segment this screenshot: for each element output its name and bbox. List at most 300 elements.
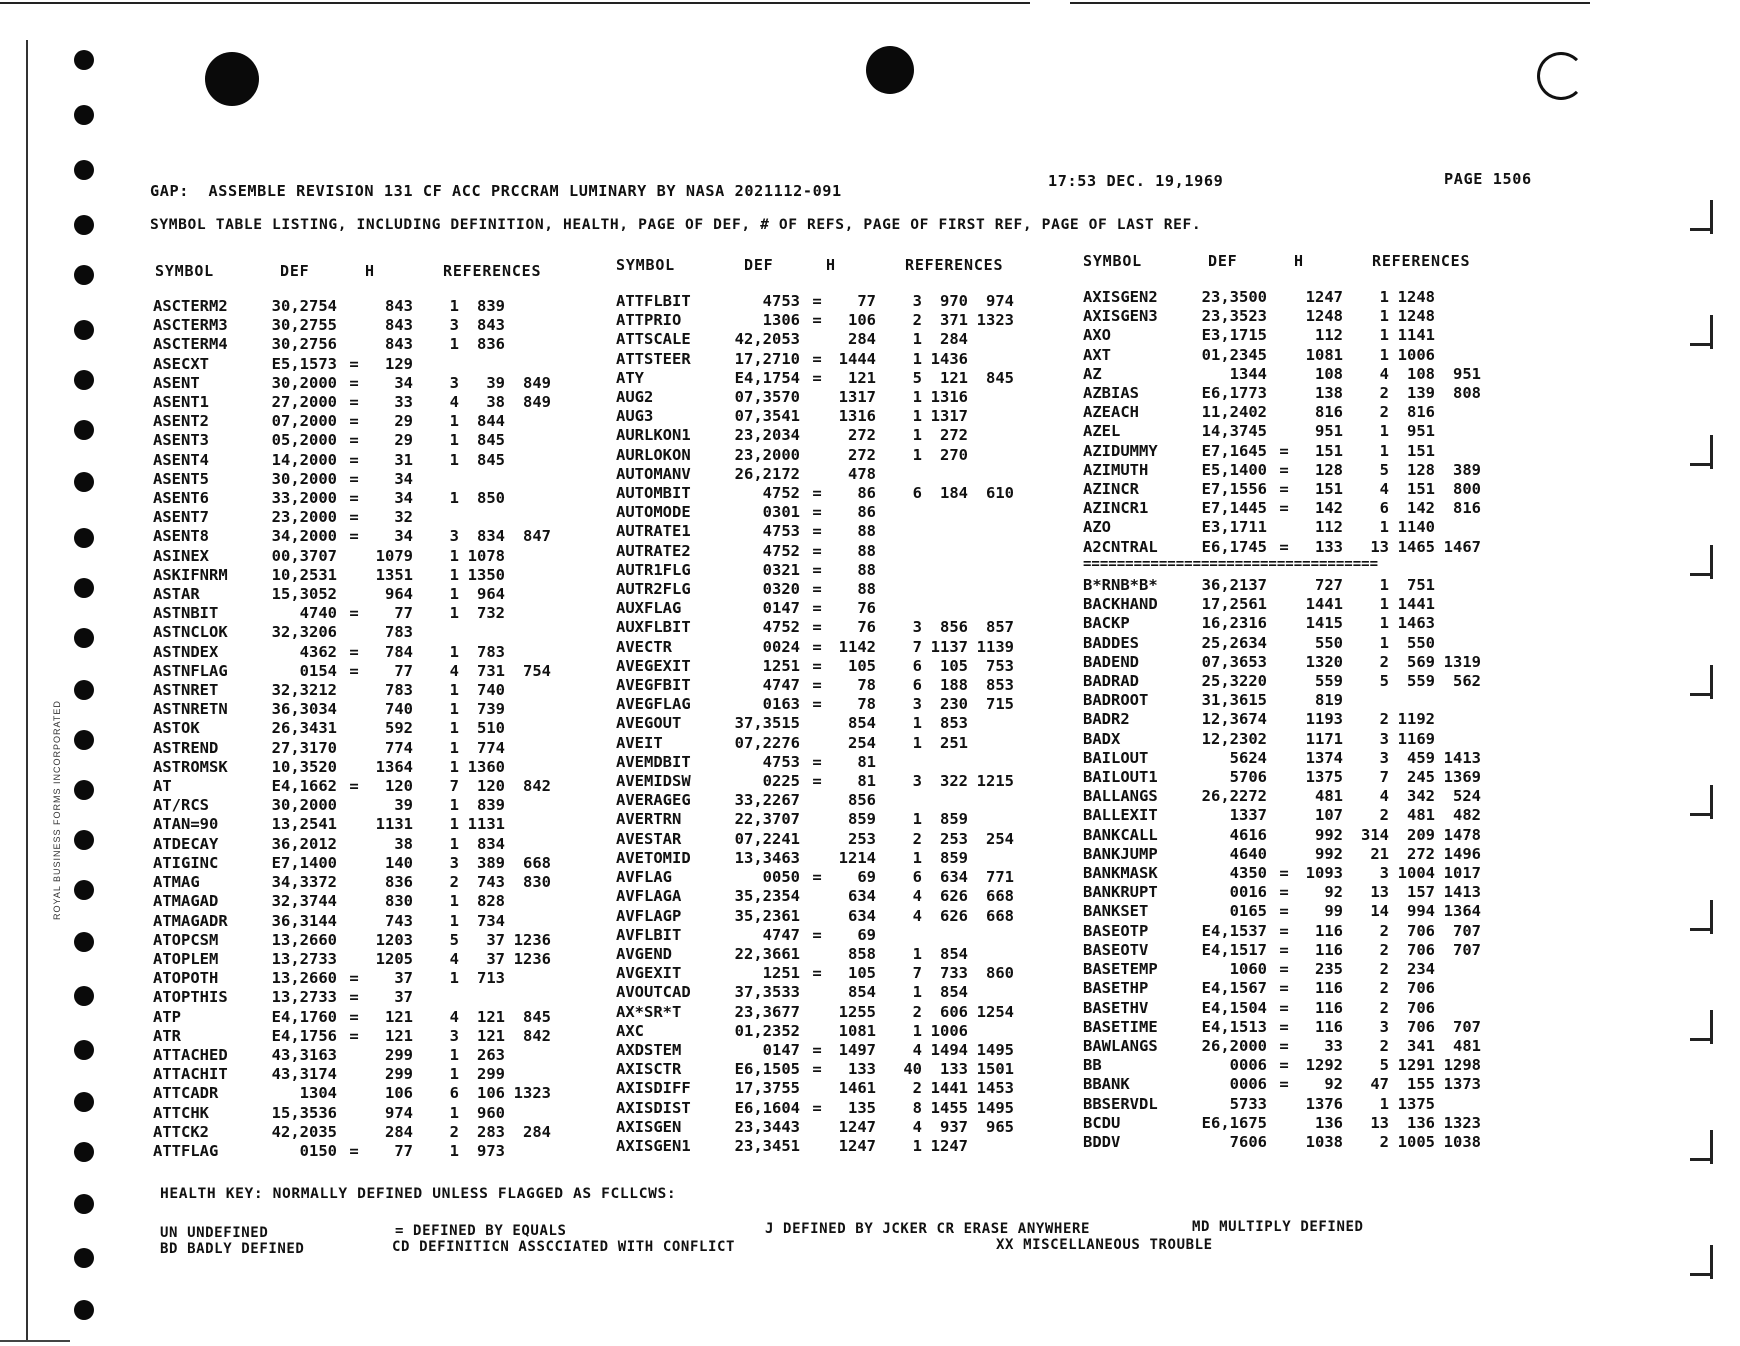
cell-def-page: 272 — [848, 445, 876, 464]
cell-last-ref: 1236 — [513, 949, 551, 968]
cell-last-ref: 707 — [1453, 1017, 1481, 1036]
cell-first-ref: 951 — [1407, 422, 1435, 441]
cell-last-ref: 482 — [1453, 806, 1481, 825]
cell-ref-count — [413, 355, 459, 374]
cell-symbol: ATMAGAD — [153, 892, 219, 911]
table-row — [153, 585, 551, 604]
cell-first-ref: 142 — [1407, 499, 1435, 518]
cell-first-ref: 734 — [477, 911, 505, 930]
cell-last-ref — [505, 431, 551, 450]
cell-definition: 0163 — [762, 695, 800, 714]
cell-definition: 0321 — [762, 560, 800, 579]
cell-ref-count: 1 — [1379, 307, 1389, 326]
cell-def-page: 29 — [394, 412, 413, 431]
cell-last-ref: 1369 — [1443, 768, 1481, 787]
cell-def-page: 77 — [857, 292, 876, 310]
cell-definition: 16,2316 — [1201, 614, 1267, 633]
cell-ref-count: 5 — [1379, 460, 1389, 479]
cell-symbol: ATP — [153, 1007, 181, 1026]
cell-symbol: BANKRUPT — [1083, 883, 1158, 902]
table-row — [153, 950, 551, 969]
cell-def-page: 1441 — [1305, 595, 1343, 614]
cell-last-ref: 845 — [986, 368, 1014, 387]
table-row — [616, 907, 1014, 926]
cell-ref-count: 2 — [1379, 384, 1389, 403]
table-separator: =================================== — [1083, 556, 1379, 572]
cell-symbol: ASCTERM2 — [153, 297, 228, 315]
cell-symbol: AVFLAGA — [616, 887, 682, 906]
cell-first-ref: 184 — [940, 484, 968, 503]
cell-health — [337, 566, 371, 585]
edge-smudge — [1690, 1038, 1712, 1041]
cell-ref-count: 1 — [449, 1141, 459, 1160]
cell-health — [1267, 326, 1301, 345]
cell-health: = — [812, 925, 822, 944]
cell-first-ref — [922, 599, 968, 618]
cell-definition: 42,2053 — [734, 330, 800, 349]
cell-health: = — [349, 469, 359, 488]
cell-def-page: 1292 — [1305, 1056, 1343, 1075]
cell-first-ref: 1131 — [467, 815, 505, 834]
cell-health: = — [1279, 883, 1289, 902]
table-row — [616, 561, 1014, 580]
table-row — [616, 350, 1014, 369]
cell-health — [1267, 1133, 1301, 1152]
cell-symbol: ATOPLEM — [153, 949, 219, 968]
table-row — [1083, 902, 1481, 921]
col2-header-references: REFERENCES — [905, 256, 1004, 274]
cell-definition: 23,2034 — [734, 426, 800, 445]
cell-symbol: BANKJUMP — [1083, 844, 1158, 863]
table-row — [1083, 288, 1481, 307]
cell-symbol: BASETEMP — [1083, 960, 1158, 979]
cell-first-ref: 844 — [477, 412, 505, 431]
cell-health: = — [349, 354, 359, 373]
cell-symbol: AUXFLBIT — [616, 618, 691, 637]
cell-health — [800, 791, 834, 810]
cell-symbol: AVERAGEG — [616, 791, 691, 810]
cell-ref-count: 1 — [449, 1103, 459, 1122]
cell-definition: E3,1715 — [1201, 326, 1267, 345]
cell-last-ref: 481 — [1453, 1036, 1481, 1055]
cell-ref-count: 3 — [912, 695, 922, 714]
cell-first-ref: 1006 — [930, 1021, 968, 1040]
cell-last-ref — [1435, 442, 1481, 461]
tractor-hole — [74, 1040, 94, 1060]
cell-first-ref: 1137 — [930, 637, 968, 656]
cell-last-ref — [1435, 710, 1481, 729]
cell-health — [800, 1003, 834, 1022]
cell-health: = — [812, 868, 822, 887]
cell-symbol: AUTR1FLG — [616, 560, 691, 579]
cell-ref-count: 21 — [1370, 844, 1389, 863]
cell-definition: 34,2000 — [271, 527, 337, 546]
cell-health — [337, 1065, 371, 1084]
table-row — [616, 1041, 1014, 1060]
cell-symbol: BANKMASK — [1083, 864, 1158, 883]
cell-symbol: A2CNTRAL — [1083, 537, 1158, 556]
table-row — [153, 662, 551, 681]
cell-def-page: 1171 — [1305, 729, 1343, 748]
cell-health: = — [349, 527, 359, 546]
cell-symbol: BALLANGS — [1083, 787, 1158, 806]
cell-symbol: ASTAR — [153, 585, 200, 604]
cell-symbol: ASCTERM4 — [153, 335, 228, 354]
table-row — [153, 854, 551, 873]
cell-ref-count: 6 — [912, 868, 922, 887]
cell-last-ref — [968, 753, 1014, 772]
cell-health — [1267, 806, 1301, 825]
cell-last-ref — [1435, 307, 1481, 326]
cell-ref-count: 3 — [1379, 1017, 1389, 1036]
cell-ref-count: 3 — [912, 618, 922, 637]
cell-last-ref — [505, 758, 551, 777]
cell-health: = — [1279, 480, 1289, 499]
cell-definition: 35,2361 — [734, 906, 800, 925]
cell-symbol: AVEGFLAG — [616, 695, 691, 714]
cell-def-page: 974 — [385, 1103, 413, 1122]
cell-last-ref — [505, 700, 551, 719]
cell-health — [337, 1123, 371, 1142]
cell-health — [1267, 365, 1301, 384]
cell-symbol: BASETIME — [1083, 1017, 1158, 1036]
cell-def-page: 88 — [857, 541, 876, 560]
cell-first-ref: 856 — [940, 618, 968, 637]
cell-symbol: BBANK — [1083, 1075, 1130, 1094]
cell-def-page: 1255 — [838, 1002, 876, 1021]
cell-symbol: AVGEND — [616, 944, 672, 963]
cell-definition: 0165 — [1229, 902, 1267, 921]
listing-timestamp: 17:53 DEC. 19,1969 — [1048, 172, 1224, 190]
cell-first-ref: 706 — [1407, 1017, 1435, 1036]
cell-health — [800, 1137, 834, 1156]
cell-health — [337, 854, 371, 873]
cell-ref-count: 1 — [912, 1136, 922, 1155]
cell-definition: 33,2267 — [734, 791, 800, 810]
table-row — [153, 988, 551, 1007]
cell-first-ref: 121 — [477, 1007, 505, 1026]
cell-def-page: 1081 — [838, 1021, 876, 1040]
cell-ref-count: 1 — [449, 489, 459, 508]
cell-symbol: BAILOUT — [1083, 748, 1149, 767]
cell-ref-count: 2 — [449, 873, 459, 892]
cell-first-ref: 39 — [486, 373, 505, 392]
cell-last-ref — [968, 714, 1014, 733]
cell-def-page: 151 — [1315, 480, 1343, 499]
cell-symbol: ATTFLAG — [153, 1141, 219, 1160]
cell-first-ref: 783 — [477, 642, 505, 661]
cell-ref-count — [876, 522, 922, 541]
tractor-hole — [74, 472, 94, 492]
cell-health — [800, 407, 834, 426]
cell-def-page: 121 — [848, 368, 876, 387]
table-row — [1083, 1075, 1481, 1094]
cell-last-ref: 842 — [523, 1026, 551, 1045]
cell-definition: 23,3677 — [734, 1002, 800, 1021]
cell-first-ref: 973 — [477, 1141, 505, 1160]
cell-ref-count — [876, 465, 922, 484]
cell-symbol: B*RNB*B* — [1083, 576, 1158, 595]
binder-hole-left — [205, 52, 259, 106]
cell-ref-count: 6 — [912, 676, 922, 695]
cell-definition: E4,1513 — [1201, 1017, 1267, 1036]
cell-last-ref — [1435, 595, 1481, 614]
cell-health: = — [1279, 921, 1289, 940]
col1-header-symbol: SYMBOL — [155, 262, 214, 280]
cell-first-ref: 859 — [940, 810, 968, 829]
cell-def-page: 253 — [848, 829, 876, 848]
table-row — [153, 969, 551, 988]
cell-def-page: 112 — [1315, 326, 1343, 345]
symbol-table-col3 — [1083, 288, 1481, 1152]
cell-last-ref: 808 — [1453, 384, 1481, 403]
edge-smudge — [1690, 1158, 1712, 1161]
cell-symbol: AVFLAG — [616, 868, 672, 887]
cell-definition: 27,2000 — [271, 393, 337, 412]
cell-health: = — [349, 508, 359, 527]
table-row — [616, 638, 1014, 657]
cell-first-ref: 1375 — [1397, 1094, 1435, 1113]
table-row — [616, 580, 1014, 599]
cell-first-ref: 845 — [477, 431, 505, 450]
cell-last-ref — [968, 330, 1014, 349]
cell-definition: 5706 — [1229, 768, 1267, 787]
cell-ref-count: 1 — [449, 642, 459, 661]
cell-last-ref — [968, 580, 1014, 599]
cell-def-page: 129 — [385, 354, 413, 373]
cell-def-page: 1374 — [1305, 748, 1343, 767]
cell-def-page: 1497 — [838, 1040, 876, 1059]
cell-last-ref: 1453 — [976, 1079, 1014, 1098]
cell-symbol: AXISGEN3 — [1083, 307, 1158, 326]
edge-smudge — [1690, 343, 1712, 346]
cell-first-ref: 713 — [477, 969, 505, 988]
cell-def-page: 854 — [848, 714, 876, 733]
cell-last-ref: 1495 — [976, 1040, 1014, 1059]
cell-definition: 13,2541 — [271, 815, 337, 834]
cell-definition: 11,2402 — [1201, 403, 1267, 422]
cell-definition: 26,2272 — [1201, 787, 1267, 806]
cell-symbol: AURLKON1 — [616, 426, 691, 445]
cell-symbol: ASTNFLAG — [153, 661, 228, 680]
table-row — [153, 835, 551, 854]
cell-definition: 07,2276 — [734, 733, 800, 752]
cell-ref-count: 2 — [1379, 940, 1389, 959]
cell-symbol: AT — [153, 777, 172, 796]
cell-def-page: 843 — [385, 316, 413, 335]
cell-def-page: 634 — [848, 906, 876, 925]
health-key-un: UN UNDEFINED — [160, 1225, 269, 1241]
cell-first-ref: 459 — [1407, 748, 1435, 767]
cell-first-ref — [922, 753, 968, 772]
cell-def-page: 116 — [1315, 979, 1343, 998]
table-row — [616, 657, 1014, 676]
cell-health: = — [1279, 940, 1289, 959]
cell-first-ref: 732 — [477, 604, 505, 623]
cell-first-ref: 994 — [1407, 902, 1435, 921]
table-row — [616, 522, 1014, 541]
cell-last-ref — [505, 719, 551, 738]
cell-definition: 1304 — [299, 1084, 337, 1103]
cell-ref-count: 7 — [449, 777, 459, 796]
cell-first-ref: 253 — [940, 829, 968, 848]
cell-last-ref: 1254 — [976, 1002, 1014, 1021]
cell-health — [1267, 787, 1301, 806]
table-row — [1083, 346, 1481, 365]
cell-first-ref: 834 — [477, 527, 505, 546]
cell-health: = — [349, 431, 359, 450]
tractor-hole — [74, 105, 94, 125]
cell-def-page: 1415 — [1305, 614, 1343, 633]
health-key-cd: CD DEFINITICN ASSCCIATED WITH CONFLICT — [392, 1239, 736, 1255]
cell-health — [800, 734, 834, 753]
cell-first-ref: 155 — [1407, 1075, 1435, 1094]
table-row — [1083, 922, 1481, 941]
cell-ref-count: 1 — [912, 330, 922, 349]
cell-def-page: 112 — [1315, 518, 1343, 537]
table-row — [153, 777, 551, 796]
cell-ref-count: 1 — [912, 733, 922, 752]
cell-definition: 4752 — [762, 618, 800, 637]
cell-def-page: 106 — [385, 1084, 413, 1103]
cell-first-ref: 37 — [486, 949, 505, 968]
cell-ref-count: 14 — [1370, 902, 1389, 921]
cell-last-ref — [505, 297, 551, 316]
cell-symbol: ASTNCLOK — [153, 623, 228, 642]
cell-ref-count: 2 — [1379, 806, 1389, 825]
cell-def-page: 77 — [394, 604, 413, 623]
cell-def-page: 105 — [848, 656, 876, 675]
cell-ref-count: 1 — [1379, 614, 1389, 633]
cell-ref-count — [413, 623, 459, 642]
cell-first-ref: 1248 — [1397, 288, 1435, 306]
cell-ref-count: 1 — [449, 565, 459, 584]
cell-definition: 35,2354 — [734, 887, 800, 906]
cell-health — [1267, 576, 1301, 595]
cell-last-ref — [968, 791, 1014, 810]
table-row — [153, 335, 551, 354]
cell-definition: 31,3615 — [1201, 691, 1267, 710]
cell-health: = — [349, 373, 359, 392]
cell-definition: E3,1711 — [1201, 518, 1267, 537]
table-row — [1083, 749, 1481, 768]
cell-ref-count: 1 — [912, 983, 922, 1002]
cell-health: = — [1279, 499, 1289, 518]
cell-first-ref — [1389, 691, 1435, 710]
table-row — [1083, 461, 1481, 480]
cell-first-ref: 739 — [477, 700, 505, 719]
cell-definition: 36,2137 — [1201, 576, 1267, 595]
table-row — [1083, 845, 1481, 864]
cell-first-ref: 133 — [940, 1060, 968, 1079]
cell-last-ref — [968, 1022, 1014, 1041]
cell-last-ref — [505, 1065, 551, 1084]
cell-health: = — [1279, 460, 1289, 479]
cell-definition: 13,2660 — [271, 930, 337, 949]
cell-symbol: ATTACHIT — [153, 1065, 228, 1084]
cell-def-page: 108 — [1315, 364, 1343, 383]
cell-first-ref: 839 — [477, 297, 505, 315]
cell-definition: 4616 — [1229, 825, 1267, 844]
table-row — [1083, 710, 1481, 729]
cell-def-page: 34 — [394, 373, 413, 392]
cell-def-page: 1214 — [838, 848, 876, 867]
cell-def-page: 830 — [385, 892, 413, 911]
listing-title: GAP: ASSEMBLE REVISION 131 CF ACC PRCCRAM LUMINARY BY NASA 2021112-091 — [150, 182, 842, 200]
symbol-table-col2 — [616, 292, 1014, 1156]
cell-last-ref: 707 — [1453, 921, 1481, 940]
cell-first-ref — [459, 508, 505, 527]
cell-ref-count: 6 — [912, 484, 922, 503]
cell-last-ref: 771 — [986, 868, 1014, 887]
cell-definition: 4752 — [762, 484, 800, 503]
cell-ref-count: 8 — [912, 1098, 922, 1117]
cell-first-ref: 839 — [477, 796, 505, 815]
cell-last-ref — [1435, 691, 1481, 710]
edge-smudge — [1690, 573, 1712, 576]
table-row — [153, 566, 551, 585]
cell-ref-count: 314 — [1361, 825, 1389, 844]
cell-symbol: AT/RCS — [153, 796, 209, 815]
cell-last-ref — [1435, 1095, 1481, 1114]
cell-def-page: 783 — [385, 681, 413, 700]
cell-health: = — [812, 1040, 822, 1059]
cell-last-ref — [968, 810, 1014, 829]
cell-last-ref: 849 — [523, 393, 551, 412]
cell-health: = — [812, 311, 822, 330]
tractor-hole — [74, 830, 94, 850]
cell-first-ref: 209 — [1407, 825, 1435, 844]
cell-definition: 30,2755 — [271, 316, 337, 335]
cell-last-ref: 1413 — [1443, 883, 1481, 902]
cell-first-ref: 1441 — [930, 1079, 968, 1098]
cell-ref-count: 4 — [449, 949, 459, 968]
cell-first-ref: 1360 — [467, 757, 505, 776]
cell-def-page: 86 — [857, 503, 876, 522]
cell-ref-count: 1 — [449, 834, 459, 853]
cell-last-ref — [505, 335, 551, 354]
table-row — [616, 983, 1014, 1002]
cell-definition: 7606 — [1229, 1132, 1267, 1151]
cell-last-ref — [968, 503, 1014, 522]
table-row — [1083, 960, 1481, 979]
table-row — [616, 465, 1014, 484]
cell-symbol: BASEOTP — [1083, 921, 1149, 940]
table-row — [1083, 864, 1481, 883]
cell-definition: 4753 — [762, 292, 800, 310]
edge-smudge — [1690, 463, 1712, 466]
cell-ref-count: 7 — [912, 637, 922, 656]
cell-health — [1267, 749, 1301, 768]
cell-definition: 32,3744 — [271, 892, 337, 911]
cell-symbol: AXISGEN2 — [1083, 288, 1158, 306]
cell-definition: 1344 — [1229, 364, 1267, 383]
cell-definition: 1251 — [762, 964, 800, 983]
col3-header-def: DEF — [1208, 252, 1238, 270]
edge-smudge — [1690, 1273, 1712, 1276]
cell-last-ref: 707 — [1453, 940, 1481, 959]
table-row — [616, 926, 1014, 945]
cell-def-page: 116 — [1315, 921, 1343, 940]
cell-last-ref: 845 — [523, 1007, 551, 1026]
cell-last-ref — [505, 1142, 551, 1161]
cell-symbol: ATTFLBIT — [616, 292, 691, 310]
cell-first-ref: 105 — [940, 656, 968, 675]
cell-first-ref: 843 — [477, 316, 505, 335]
cell-definition: 23,3451 — [734, 1136, 800, 1155]
cell-last-ref: 965 — [986, 1117, 1014, 1136]
cell-definition: 33,2000 — [271, 489, 337, 508]
